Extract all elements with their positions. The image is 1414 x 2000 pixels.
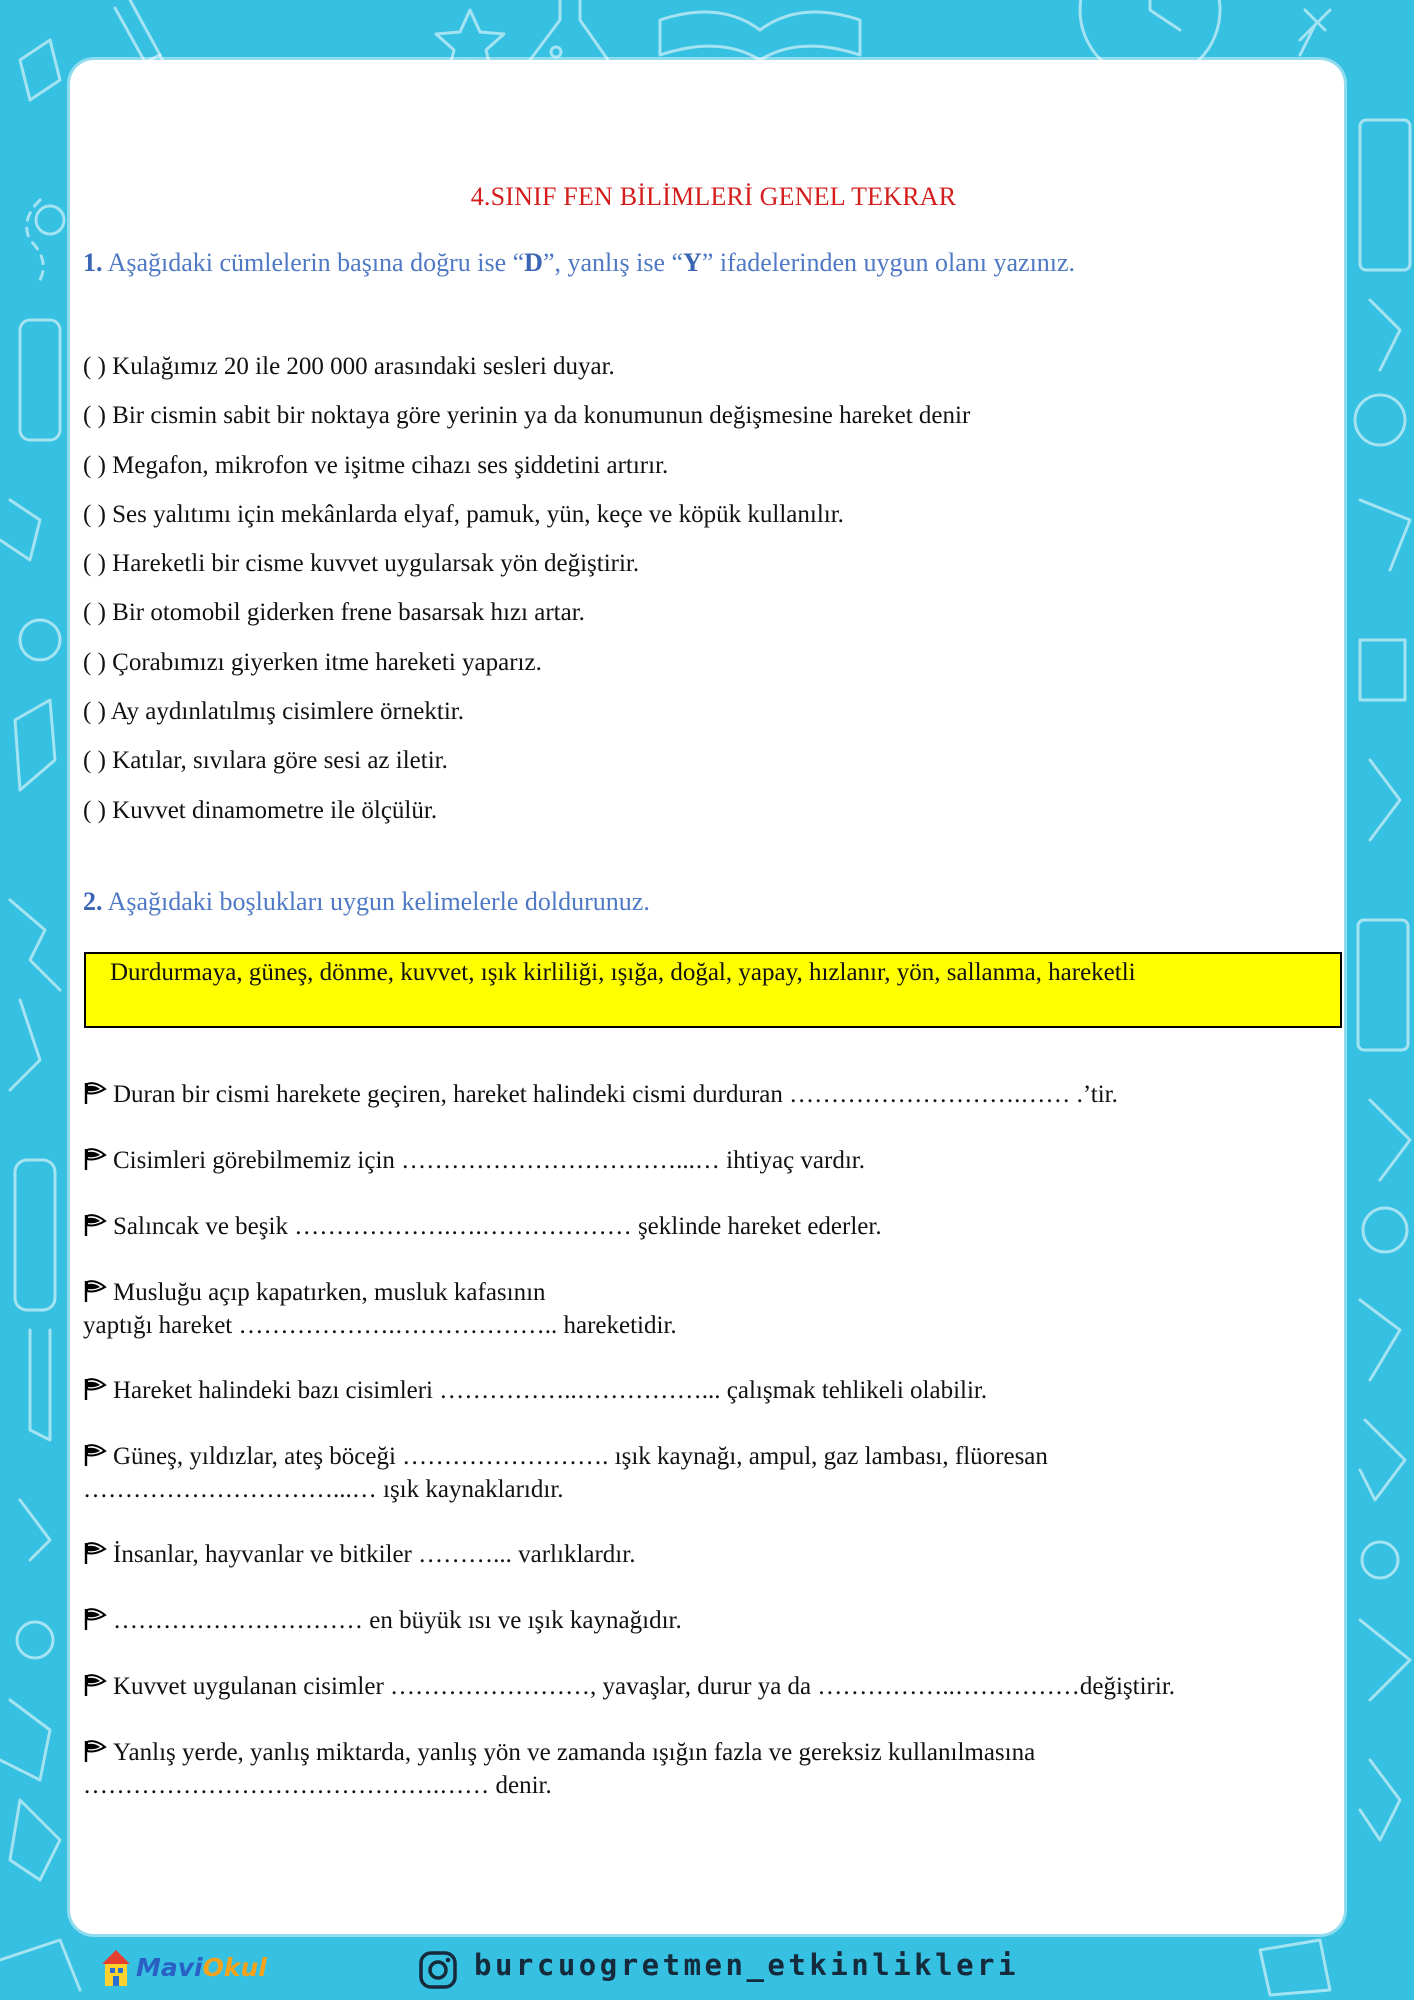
fill-blank-item: [83, 1670, 1175, 1703]
fill-blank-line-1: İnsanlar, hayvanlar ve bitkiler ………... varlıklardır.: [113, 1541, 636, 1568]
instagram-handle: burcuogretmen_etkinlikleri: [474, 1948, 1019, 1982]
true-false-list: [83, 342, 970, 835]
flag-icon: [83, 1377, 109, 1401]
fill-blank-item: [83, 1210, 882, 1243]
fill-blank-line-2: …………………………...… ışık kaynaklarıdır.: [83, 1476, 564, 1503]
fill-blank-line-1: ………………………… en büyük ısı ve ışık kaynağıdır.: [113, 1607, 682, 1634]
fill-blank-item: [83, 1144, 865, 1177]
fill-blank-line-1: Güneş, yıldızlar, ateş böceği ……………………. ışık kaynağı, ampul, gaz lambası, flüoresan: [113, 1443, 1048, 1470]
fill-blank-item: [83, 1374, 987, 1407]
fill-blank-line-2: yaptığı hareket ……………….……………….. hareketidir.: [83, 1312, 677, 1339]
true-false-item: ( ) Bir cismin sabit bir noktaya göre yerinin ya da konumunun değişmesine hareket denir: [83, 402, 971, 430]
true-false-item: ( ) Ay aydınlatılmış cisimlere örnektir.: [83, 698, 464, 726]
question-1-text-b: ”, yanlış ise “: [542, 248, 684, 277]
fill-blank-item: [83, 1538, 635, 1571]
true-false-item: ( ) Hareketli bir cisme kuvvet uygularsak yön değiştirir.: [83, 550, 640, 578]
flag-icon: [83, 1541, 109, 1565]
fill-blank-line-1: Cisimleri görebilmemiz için ……………………………...… ihtiyaç vardır.: [113, 1147, 865, 1174]
logo-text-okul: Okul: [202, 1953, 267, 1982]
letter-y: Y: [683, 248, 702, 277]
letter-d: D: [524, 248, 543, 277]
worksheet-page: [70, 60, 1344, 1934]
question-1-number: 1.: [83, 248, 103, 277]
fill-blank-item: [83, 1736, 1035, 1802]
fill-blank-item: [83, 1078, 1118, 1111]
fill-blank-item: [83, 1276, 677, 1342]
question-2-text: Aşağıdaki boşlukları uygun kelimelerle doldurunuz.: [102, 887, 650, 916]
fill-blank-item: [83, 1604, 682, 1637]
true-false-item: ( ) Kulağımız 20 ile 200 000 arasındaki sesleri duyar.: [83, 353, 615, 380]
true-false-item: ( ) Çorabımızı giyerken itme hareketi yaparız.: [83, 648, 542, 676]
flag-icon: [83, 1147, 109, 1171]
true-false-item: ( ) Ses yalıtımı için mekânlarda elyaf, pamuk, yün, keçe ve köpük kullanılır.: [83, 500, 844, 528]
flag-icon: [83, 1673, 109, 1697]
true-false-item: ( ) Bir otomobil giderken frene basarsak hızı artar.: [83, 599, 585, 627]
question-1-text-a: Aşağıdaki cümlelerin başına doğru ise “: [102, 248, 525, 277]
fill-blank-line-1: Musluğu açıp kapatırken, musluk kafasının: [113, 1279, 546, 1306]
flag-icon: [83, 1213, 109, 1237]
question-2-heading: [83, 887, 650, 917]
fill-blank-line-1: Kuvvet uygulanan cisimler ……………………, yavaşlar, durur ya da ……………..……………değiştirir.: [113, 1673, 1176, 1700]
question-1-heading: [83, 248, 1075, 278]
instagram-icon: [418, 1950, 458, 1990]
true-false-item: ( ) Kuvvet dinamometre ile ölçülür.: [83, 796, 438, 824]
logo-text: [136, 1953, 267, 1982]
flag-icon: [83, 1607, 109, 1631]
logo-text-mavi: Mavi: [136, 1953, 203, 1982]
flag-icon: [83, 1279, 109, 1303]
fill-blank-item: [83, 1440, 1048, 1506]
flag-icon: [83, 1443, 109, 1467]
fill-blank-line-1: Salıncak ve beşik ……………….….……………… şeklinde hareket ederler.: [113, 1213, 882, 1240]
worksheet-title: 4.SINIF FEN BİLİMLERİ GENEL TEKRAR: [470, 182, 957, 211]
fill-blank-line-1: Hareket halindeki bazı cisimleri ……………..……………... çalışmak tehlikeli olabilir.: [113, 1377, 988, 1404]
flag-icon: [83, 1739, 109, 1763]
question-2-number: 2.: [83, 887, 103, 916]
word-bank-box: Durdurmaya, güneş, dönme, kuvvet, ışık kirliliği, ışığa, doğal, yapay, hızlanır, yön, sallanma, hareketli: [84, 952, 1342, 1028]
flag-icon: [83, 1081, 109, 1105]
fill-blank-line-1: Duran bir cismi harekete geçiren, hareket halindeki cismi durduran ……………………….…… .’tir.: [113, 1081, 1118, 1108]
true-false-item: ( ) Katılar, sıvılara göre sesi az iletir.: [83, 747, 448, 775]
fill-blank-line-2: …………………………………….…… denir.: [83, 1772, 552, 1799]
fill-blank-line-1: Yanlış yerde, yanlış miktarda, yanlış yön ve zamanda ışığın fazla ve gereksiz kullanılmasına: [113, 1739, 1036, 1766]
question-1-text-c: ” ifadelerinden uygun olanı yazınız.: [701, 248, 1076, 277]
true-false-item: ( ) Megafon, mikrofon ve işitme cihazı ses şiddetini artırır.: [83, 451, 669, 479]
